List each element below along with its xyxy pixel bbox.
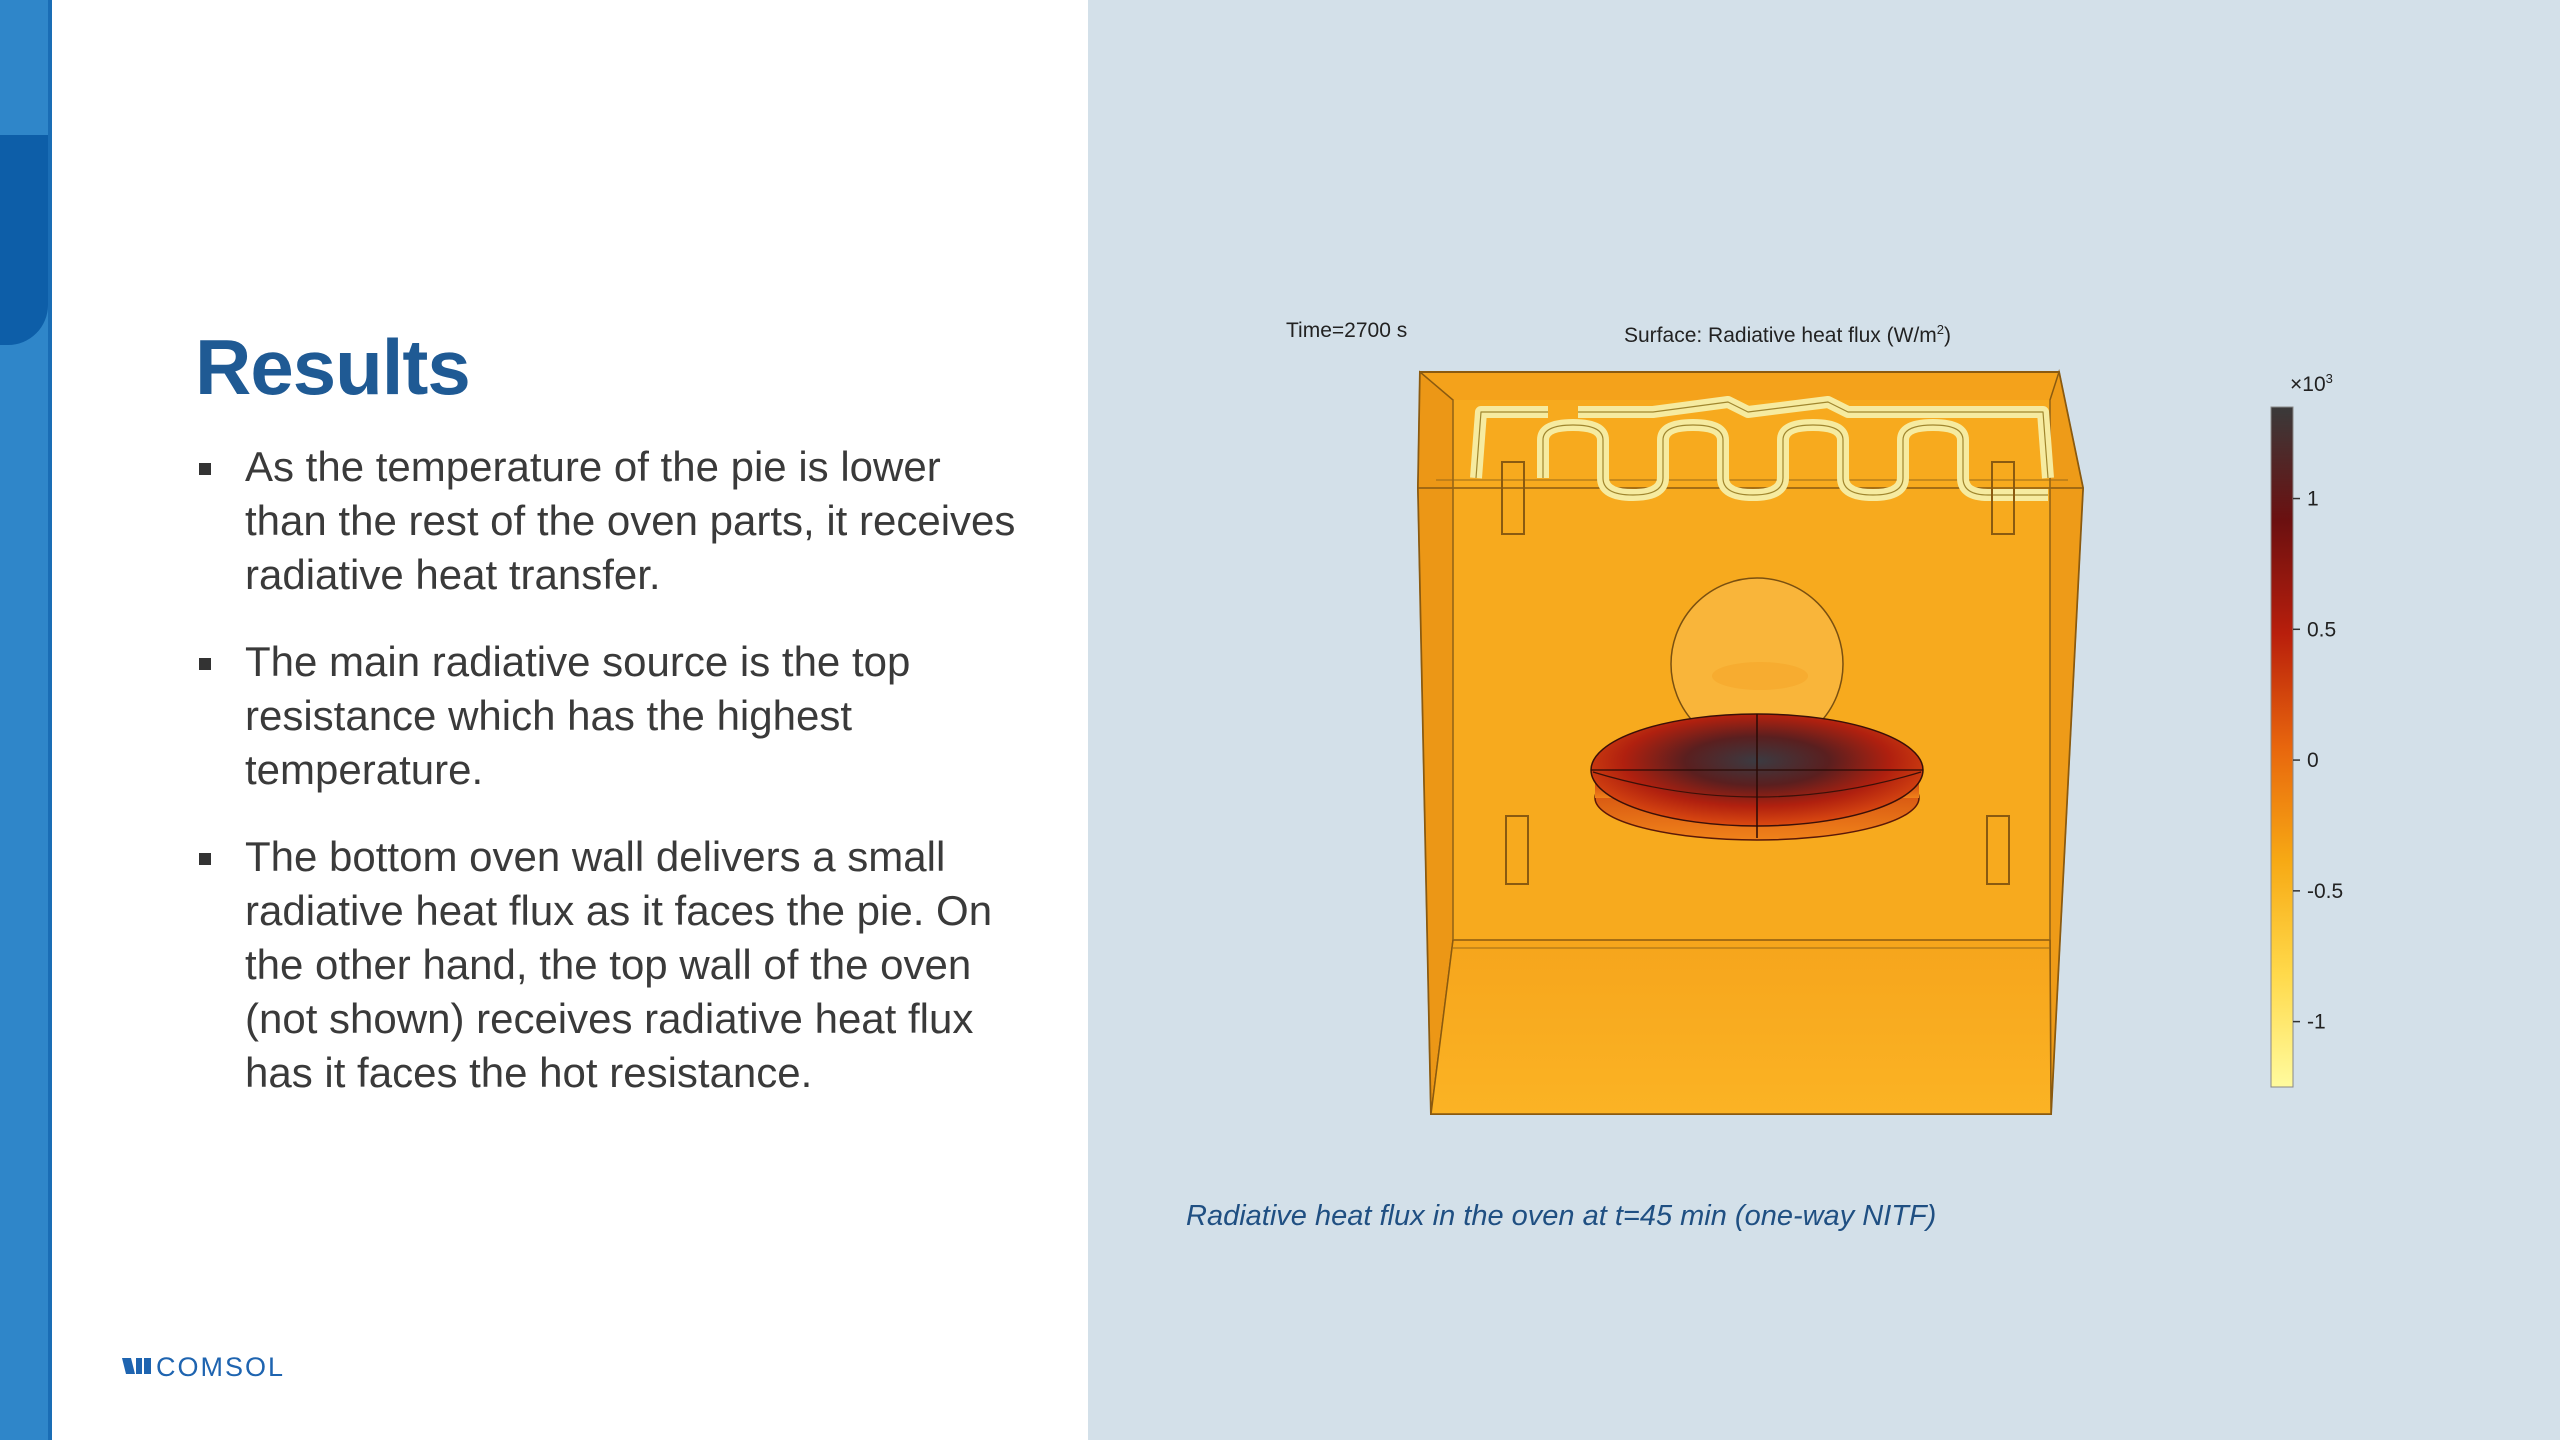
oven-model <box>1418 372 2098 1114</box>
colorbar <box>2271 371 2343 1087</box>
bullet-text: The main radiative source is the top resistance which has the highest temperature. <box>245 638 911 793</box>
stripe-edge <box>48 0 52 1440</box>
stripe-notch <box>0 135 48 345</box>
colorbar-tick-label: 0 <box>2307 749 2319 773</box>
comsol-logo-icon <box>122 1356 152 1376</box>
figure-caption: Radiative heat flux in the oven at t=45 min (one-way NITF) <box>1186 1200 1937 1232</box>
colorbar-tick-label: 1 <box>2307 487 2319 511</box>
bullet-text: The bottom oven wall delivers a small radiative heat flux as it faces the pie. On the other hand, the top wall of the oven (not shown) receives radiative heat flux has it faces the hot resistance. <box>245 833 993 1096</box>
colorbar-multiplier-exponent: 3 <box>2325 371 2333 386</box>
colorbar-gradient <box>2271 407 2293 1087</box>
bullet-square-icon <box>199 853 211 865</box>
bullet-square-icon <box>199 658 211 670</box>
oven-right-wall <box>2050 372 2083 1114</box>
comsol-logo <box>122 1353 312 1381</box>
time-label: Time=2700 s <box>1286 319 1408 342</box>
bullet-item <box>196 440 1016 602</box>
bullet-item <box>196 830 1016 1100</box>
oven-floor <box>1431 940 2051 1114</box>
left-accent-stripe <box>0 0 52 1440</box>
colorbar-tick-label: -0.5 <box>2307 879 2344 903</box>
surface-label-text: Surface: Radiative heat flux (W/m <box>1624 324 1937 347</box>
surface-label-superscript: 2 <box>1936 322 1945 337</box>
colorbar-multiplier <box>2290 371 2333 396</box>
colorbar-tick-label: 0.5 <box>2307 618 2337 642</box>
bullet-item <box>196 635 1016 797</box>
colorbar-tick-label: -1 <box>2307 1010 2326 1034</box>
bullet-square-icon <box>199 463 211 475</box>
bullet-list <box>196 440 1016 1133</box>
colorbar-multiplier-base: ×10 <box>2290 373 2326 396</box>
logo-wordmark: COMSOL <box>156 1352 286 1382</box>
bullet-text: As the temperature of the pie is lower than the rest of the oven parts, it receives radiative heat transfer. <box>245 443 1016 598</box>
surface-label-end: ) <box>1944 324 1952 347</box>
surface-label <box>1624 322 1951 347</box>
slide-title: Results <box>195 323 470 411</box>
colorbar-ticks <box>2293 488 2343 1034</box>
